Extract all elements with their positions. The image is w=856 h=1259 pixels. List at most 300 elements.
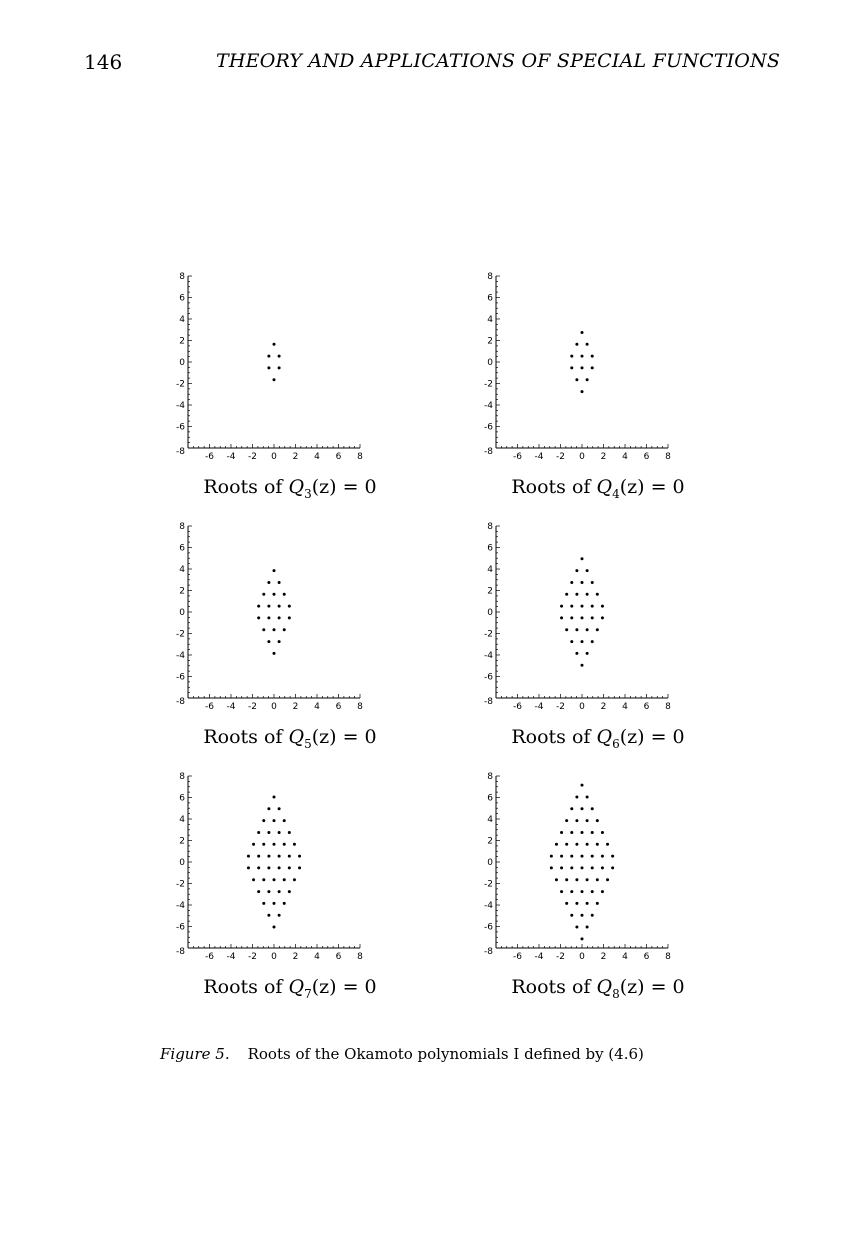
plot-caption bbox=[170, 726, 410, 751]
root-point bbox=[273, 902, 276, 905]
caption-symbol: Q bbox=[596, 976, 613, 998]
root-point bbox=[267, 616, 270, 619]
root-point bbox=[591, 355, 594, 358]
y-tick-label: -2 bbox=[176, 629, 185, 640]
x-tick-label: 0 bbox=[271, 452, 277, 462]
caption-prefix: Roots of bbox=[203, 976, 289, 998]
root-point bbox=[273, 569, 276, 572]
root-point bbox=[575, 926, 578, 929]
y-tick-label: 6 bbox=[179, 543, 185, 554]
root-point bbox=[560, 855, 563, 858]
root-point bbox=[581, 557, 584, 560]
y-tick-label: -2 bbox=[484, 379, 493, 390]
x-tick-label: 6 bbox=[335, 952, 342, 962]
root-point bbox=[570, 831, 573, 834]
root-point bbox=[278, 831, 281, 834]
root-point bbox=[591, 855, 594, 858]
root-point bbox=[581, 390, 584, 393]
x-tick-label: -4 bbox=[534, 702, 544, 712]
caption-suffix: (z) = 0 bbox=[311, 976, 377, 998]
y-tick-label: 8 bbox=[487, 522, 493, 532]
root-point bbox=[288, 605, 291, 608]
root-point bbox=[267, 605, 270, 608]
x-tick-label: -6 bbox=[205, 952, 214, 962]
root-point bbox=[581, 937, 584, 940]
x-tick-label: 0 bbox=[271, 952, 277, 962]
root-point bbox=[278, 866, 281, 869]
roots-plot-q4 bbox=[478, 268, 718, 518]
root-point bbox=[570, 890, 573, 893]
caption-prefix: Roots of bbox=[511, 976, 597, 998]
figure-caption bbox=[160, 1045, 644, 1063]
caption-prefix: Roots of bbox=[511, 726, 597, 748]
figure-caption-text: Roots of the Okamoto polynomials I defined by (4.6) bbox=[247, 1045, 644, 1063]
root-point bbox=[575, 628, 578, 631]
roots-plot-q8 bbox=[478, 768, 718, 1018]
root-point bbox=[565, 593, 568, 596]
x-tick-label: 8 bbox=[357, 452, 363, 462]
root-point bbox=[575, 652, 578, 655]
caption-suffix: (z) = 0 bbox=[311, 726, 377, 748]
x-tick-label: -4 bbox=[226, 702, 236, 712]
root-point bbox=[575, 843, 578, 846]
root-point bbox=[283, 593, 286, 596]
x-tick-label: 4 bbox=[314, 452, 320, 462]
root-point bbox=[581, 366, 584, 369]
root-point bbox=[581, 355, 584, 358]
x-tick-label: 4 bbox=[622, 452, 628, 462]
x-tick-label: -4 bbox=[534, 452, 544, 462]
y-tick-label: -2 bbox=[176, 879, 185, 890]
root-point bbox=[278, 355, 281, 358]
x-tick-label: -8 bbox=[484, 447, 493, 457]
y-tick-label: -6 bbox=[484, 672, 493, 683]
x-tick-label: 0 bbox=[579, 702, 585, 712]
root-point bbox=[575, 795, 578, 798]
y-tick-label: 0 bbox=[487, 858, 493, 868]
root-point bbox=[575, 819, 578, 822]
root-point bbox=[257, 890, 260, 893]
y-tick-label: -6 bbox=[484, 922, 493, 933]
x-tick-label: -2 bbox=[248, 952, 257, 962]
y-tick-label: 0 bbox=[487, 608, 493, 618]
y-tick-label: 8 bbox=[487, 272, 493, 282]
x-tick-label: -6 bbox=[513, 702, 522, 712]
y-tick-label: 4 bbox=[487, 815, 493, 825]
root-point bbox=[278, 890, 281, 893]
root-point bbox=[570, 581, 573, 584]
root-point bbox=[586, 593, 589, 596]
y-tick-label: 4 bbox=[487, 565, 493, 575]
y-tick-label: -6 bbox=[176, 672, 185, 683]
caption-subscript: 4 bbox=[612, 486, 620, 501]
x-tick-label: -8 bbox=[484, 697, 493, 707]
root-point bbox=[267, 366, 270, 369]
root-point bbox=[267, 831, 270, 834]
root-point bbox=[575, 569, 578, 572]
root-point bbox=[586, 926, 589, 929]
root-point bbox=[591, 605, 594, 608]
y-tick-label: 0 bbox=[179, 358, 185, 368]
y-tick-label: 4 bbox=[179, 565, 185, 575]
root-point bbox=[596, 902, 599, 905]
root-point bbox=[555, 878, 558, 881]
root-point bbox=[581, 784, 584, 787]
y-tick-label: 2 bbox=[487, 336, 493, 347]
root-point bbox=[581, 866, 584, 869]
root-point bbox=[601, 605, 604, 608]
x-tick-label: 8 bbox=[357, 952, 363, 962]
y-tick-label: -4 bbox=[176, 651, 185, 661]
root-point bbox=[586, 902, 589, 905]
root-point bbox=[581, 331, 584, 334]
x-tick-label: 6 bbox=[335, 452, 342, 462]
root-point bbox=[565, 628, 568, 631]
y-tick-label: -4 bbox=[484, 651, 493, 661]
root-point bbox=[570, 914, 573, 917]
root-point bbox=[273, 926, 276, 929]
x-tick-label: 2 bbox=[292, 952, 299, 962]
figure-label: Figure 5. bbox=[160, 1045, 230, 1063]
root-point bbox=[550, 855, 553, 858]
root-point bbox=[560, 616, 563, 619]
x-tick-label: 2 bbox=[600, 952, 607, 962]
x-tick-label: 4 bbox=[314, 952, 320, 962]
root-point bbox=[288, 855, 291, 858]
y-tick-label: -2 bbox=[484, 629, 493, 640]
root-point bbox=[575, 593, 578, 596]
root-point bbox=[278, 855, 281, 858]
root-point bbox=[262, 878, 265, 881]
plot-caption bbox=[478, 726, 718, 751]
x-tick-label: 4 bbox=[314, 702, 320, 712]
root-point bbox=[586, 819, 589, 822]
plot-caption bbox=[170, 476, 410, 501]
root-point bbox=[570, 366, 573, 369]
y-tick-label: 2 bbox=[487, 836, 493, 847]
x-tick-label: 0 bbox=[579, 952, 585, 962]
running-title: THEORY AND APPLICATIONS OF SPECIAL FUNCTIONS bbox=[216, 50, 781, 72]
root-point bbox=[586, 652, 589, 655]
x-tick-label: -4 bbox=[534, 952, 544, 962]
root-point bbox=[278, 640, 281, 643]
root-point bbox=[273, 628, 276, 631]
x-tick-label: 2 bbox=[600, 452, 607, 462]
y-tick-label: -6 bbox=[176, 922, 185, 933]
root-point bbox=[581, 605, 584, 608]
caption-subscript: 7 bbox=[304, 986, 312, 1001]
root-point bbox=[570, 855, 573, 858]
root-point bbox=[560, 831, 563, 834]
scatter-plot bbox=[170, 768, 410, 978]
x-tick-label: -8 bbox=[176, 947, 185, 957]
y-tick-label: 2 bbox=[179, 836, 185, 847]
root-point bbox=[586, 878, 589, 881]
x-tick-label: 8 bbox=[357, 702, 363, 712]
root-point bbox=[262, 628, 265, 631]
root-point bbox=[560, 866, 563, 869]
root-point bbox=[283, 902, 286, 905]
x-tick-label: 8 bbox=[665, 952, 671, 962]
plot-caption bbox=[478, 976, 718, 1001]
root-point bbox=[596, 593, 599, 596]
x-tick-label: 8 bbox=[665, 702, 671, 712]
root-point bbox=[252, 878, 255, 881]
root-point bbox=[581, 664, 584, 667]
x-tick-label: 8 bbox=[665, 452, 671, 462]
y-tick-label: 6 bbox=[487, 793, 493, 804]
root-point bbox=[278, 366, 281, 369]
caption-subscript: 5 bbox=[304, 736, 312, 751]
x-tick-label: 4 bbox=[622, 952, 628, 962]
x-tick-label: -2 bbox=[248, 702, 257, 712]
root-point bbox=[273, 652, 276, 655]
page-header bbox=[0, 50, 856, 80]
root-point bbox=[273, 795, 276, 798]
root-point bbox=[570, 616, 573, 619]
root-point bbox=[601, 855, 604, 858]
root-point bbox=[555, 843, 558, 846]
root-point bbox=[267, 855, 270, 858]
x-tick-label: -8 bbox=[176, 447, 185, 457]
root-point bbox=[565, 878, 568, 881]
root-point bbox=[596, 878, 599, 881]
roots-plot-q6 bbox=[478, 518, 718, 768]
root-point bbox=[591, 616, 594, 619]
y-tick-label: 2 bbox=[179, 586, 185, 597]
root-point bbox=[273, 878, 276, 881]
y-tick-label: 8 bbox=[179, 272, 185, 282]
caption-symbol: Q bbox=[596, 476, 613, 498]
root-point bbox=[288, 890, 291, 893]
plot-caption bbox=[478, 476, 718, 501]
root-point bbox=[570, 640, 573, 643]
root-point bbox=[267, 581, 270, 584]
root-point bbox=[273, 819, 276, 822]
root-point bbox=[262, 843, 265, 846]
root-point bbox=[591, 366, 594, 369]
root-point bbox=[570, 807, 573, 810]
y-tick-label: -2 bbox=[176, 379, 185, 390]
root-point bbox=[267, 640, 270, 643]
root-point bbox=[586, 843, 589, 846]
y-tick-label: -4 bbox=[484, 401, 493, 411]
roots-plot-q5 bbox=[170, 518, 410, 768]
root-point bbox=[278, 807, 281, 810]
caption-subscript: 6 bbox=[612, 736, 620, 751]
root-point bbox=[591, 890, 594, 893]
root-point bbox=[267, 807, 270, 810]
scatter-plot bbox=[478, 768, 718, 978]
root-point bbox=[273, 343, 276, 346]
caption-prefix: Roots of bbox=[203, 726, 289, 748]
root-point bbox=[575, 902, 578, 905]
root-point bbox=[601, 890, 604, 893]
scatter-plot bbox=[478, 268, 718, 478]
root-point bbox=[586, 795, 589, 798]
root-point bbox=[591, 640, 594, 643]
x-tick-label: -6 bbox=[205, 702, 214, 712]
x-tick-label: -2 bbox=[556, 702, 565, 712]
root-point bbox=[283, 878, 286, 881]
caption-symbol: Q bbox=[596, 726, 613, 748]
y-tick-label: -4 bbox=[484, 901, 493, 911]
root-point bbox=[565, 819, 568, 822]
root-point bbox=[606, 843, 609, 846]
y-tick-label: -6 bbox=[176, 422, 185, 433]
root-point bbox=[293, 878, 296, 881]
root-point bbox=[288, 866, 291, 869]
root-point bbox=[283, 819, 286, 822]
root-point bbox=[288, 616, 291, 619]
root-point bbox=[591, 914, 594, 917]
y-tick-label: 6 bbox=[487, 543, 493, 554]
root-point bbox=[575, 878, 578, 881]
root-point bbox=[288, 831, 291, 834]
root-point bbox=[273, 378, 276, 381]
root-point bbox=[278, 914, 281, 917]
root-point bbox=[560, 605, 563, 608]
root-point bbox=[586, 628, 589, 631]
x-tick-label: 6 bbox=[643, 702, 650, 712]
x-tick-label: -8 bbox=[176, 697, 185, 707]
y-tick-label: -6 bbox=[484, 422, 493, 433]
root-point bbox=[611, 855, 614, 858]
y-tick-label: -4 bbox=[176, 901, 185, 911]
root-point bbox=[601, 831, 604, 834]
roots-plot-q7 bbox=[170, 768, 410, 1018]
x-tick-label: -6 bbox=[513, 952, 522, 962]
y-tick-label: 4 bbox=[487, 315, 493, 325]
root-point bbox=[278, 581, 281, 584]
root-point bbox=[247, 855, 250, 858]
root-point bbox=[267, 914, 270, 917]
root-point bbox=[262, 902, 265, 905]
x-tick-label: -4 bbox=[226, 452, 236, 462]
root-point bbox=[257, 831, 260, 834]
root-point bbox=[591, 807, 594, 810]
root-point bbox=[283, 628, 286, 631]
y-tick-label: 2 bbox=[487, 586, 493, 597]
x-tick-label: 6 bbox=[335, 702, 342, 712]
root-point bbox=[581, 807, 584, 810]
root-point bbox=[581, 914, 584, 917]
root-point bbox=[257, 605, 260, 608]
root-point bbox=[560, 890, 563, 893]
root-point bbox=[257, 855, 260, 858]
y-tick-label: 6 bbox=[487, 293, 493, 304]
root-point bbox=[591, 581, 594, 584]
y-tick-label: -4 bbox=[176, 401, 185, 411]
root-point bbox=[596, 819, 599, 822]
root-point bbox=[570, 605, 573, 608]
caption-subscript: 8 bbox=[612, 986, 620, 1001]
x-tick-label: 2 bbox=[292, 702, 299, 712]
y-tick-label: 8 bbox=[179, 772, 185, 782]
root-point bbox=[262, 593, 265, 596]
root-point bbox=[278, 605, 281, 608]
root-point bbox=[596, 843, 599, 846]
x-tick-label: -8 bbox=[484, 947, 493, 957]
root-point bbox=[252, 843, 255, 846]
scatter-plot bbox=[170, 268, 410, 478]
x-tick-label: 0 bbox=[271, 702, 277, 712]
root-point bbox=[565, 902, 568, 905]
root-point bbox=[570, 355, 573, 358]
page-number: 146 bbox=[84, 50, 123, 74]
root-point bbox=[586, 378, 589, 381]
root-point bbox=[293, 843, 296, 846]
y-tick-label: 6 bbox=[179, 293, 185, 304]
root-point bbox=[550, 866, 553, 869]
plot-caption bbox=[170, 976, 410, 1001]
root-point bbox=[262, 819, 265, 822]
caption-subscript: 3 bbox=[304, 486, 312, 501]
caption-suffix: (z) = 0 bbox=[311, 476, 377, 498]
scatter-plot bbox=[170, 518, 410, 728]
y-tick-label: 0 bbox=[179, 858, 185, 868]
y-tick-label: 2 bbox=[179, 336, 185, 347]
y-tick-label: 4 bbox=[179, 315, 185, 325]
root-point bbox=[611, 866, 614, 869]
caption-symbol: Q bbox=[288, 976, 305, 998]
root-point bbox=[606, 878, 609, 881]
root-point bbox=[581, 855, 584, 858]
root-point bbox=[278, 616, 281, 619]
root-point bbox=[283, 843, 286, 846]
root-point bbox=[273, 843, 276, 846]
roots-plot-q3 bbox=[170, 268, 410, 518]
root-point bbox=[575, 343, 578, 346]
root-point bbox=[267, 866, 270, 869]
x-tick-label: -2 bbox=[248, 452, 257, 462]
root-point bbox=[581, 581, 584, 584]
root-point bbox=[591, 831, 594, 834]
caption-suffix: (z) = 0 bbox=[619, 476, 685, 498]
root-point bbox=[575, 378, 578, 381]
caption-suffix: (z) = 0 bbox=[619, 726, 685, 748]
root-point bbox=[586, 343, 589, 346]
root-point bbox=[298, 866, 301, 869]
root-point bbox=[257, 616, 260, 619]
root-point bbox=[570, 866, 573, 869]
root-point bbox=[247, 866, 250, 869]
root-point bbox=[565, 843, 568, 846]
root-point bbox=[601, 616, 604, 619]
root-point bbox=[257, 866, 260, 869]
x-tick-label: 2 bbox=[600, 702, 607, 712]
root-point bbox=[586, 569, 589, 572]
caption-suffix: (z) = 0 bbox=[619, 976, 685, 998]
y-tick-label: 0 bbox=[487, 358, 493, 368]
root-point bbox=[267, 890, 270, 893]
caption-symbol: Q bbox=[288, 726, 305, 748]
scatter-plot bbox=[478, 518, 718, 728]
caption-symbol: Q bbox=[288, 476, 305, 498]
y-tick-label: 8 bbox=[179, 522, 185, 532]
y-tick-label: -2 bbox=[484, 879, 493, 890]
x-tick-label: -2 bbox=[556, 952, 565, 962]
x-tick-label: 6 bbox=[643, 452, 650, 462]
x-tick-label: -2 bbox=[556, 452, 565, 462]
root-point bbox=[581, 831, 584, 834]
root-point bbox=[581, 890, 584, 893]
y-tick-label: 4 bbox=[179, 815, 185, 825]
x-tick-label: 6 bbox=[643, 952, 650, 962]
x-tick-label: 2 bbox=[292, 452, 299, 462]
x-tick-label: 4 bbox=[622, 702, 628, 712]
root-point bbox=[298, 855, 301, 858]
